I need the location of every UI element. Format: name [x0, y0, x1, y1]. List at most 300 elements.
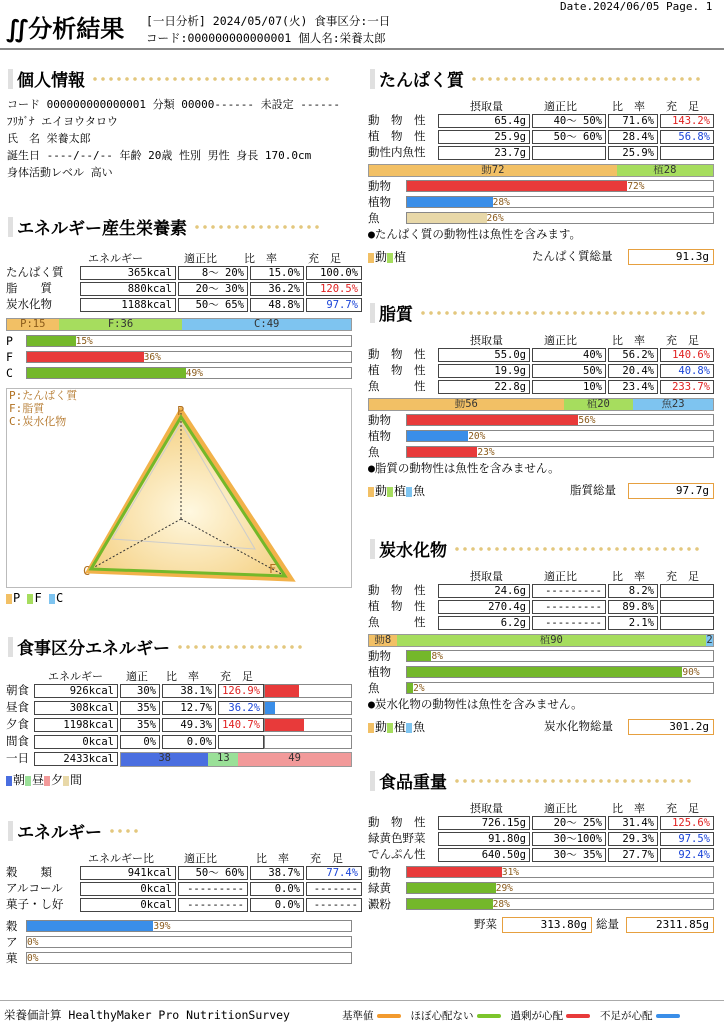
energy-ratio-stack	[6, 318, 352, 331]
bar-fill	[407, 181, 627, 191]
legend-swatch	[368, 487, 374, 497]
table-cell: 40～ 50%	[532, 114, 606, 128]
pfc-radar-chart	[6, 388, 352, 588]
radar-svg	[7, 389, 351, 587]
legend-swatch	[387, 253, 393, 263]
ratio-bar	[26, 351, 352, 363]
bar-fill	[407, 213, 487, 223]
column-header: 適正比	[184, 852, 217, 865]
table-cell: 24.6g	[438, 584, 530, 598]
meal-legend: 朝 昼 夕 間	[6, 773, 82, 787]
bar-fill	[407, 899, 493, 909]
bar-fill	[27, 336, 76, 346]
composition-stack	[368, 634, 714, 647]
energy-bar	[26, 952, 352, 964]
footer-app-name: 栄養価計算 HealthyMaker Pro NutritionSurvey	[4, 1008, 290, 1022]
table-cell	[532, 146, 606, 160]
row-label: 植 物 性	[368, 599, 426, 613]
legend-text: 植	[394, 720, 407, 734]
personal-activity-line: 身体活動レベル 高い	[7, 166, 113, 179]
legend-item	[342, 1008, 401, 1023]
print-date: Date.2024/06/05	[560, 0, 660, 13]
table-cell: 71.6%	[608, 114, 658, 128]
table-cell: 140.6%	[660, 348, 714, 362]
legend-swatch	[406, 487, 412, 497]
bar-fill	[407, 197, 493, 207]
column-header: 比 率	[612, 100, 645, 113]
bar-label: 動物	[368, 413, 391, 427]
composition-stack	[368, 164, 714, 177]
bar-percent: 72%	[627, 181, 645, 192]
row-label: 動性内魚性	[368, 145, 426, 159]
legend-swatch	[387, 723, 393, 733]
bar-percent: 49%	[185, 368, 203, 379]
column-header: 充 足	[666, 570, 699, 583]
bar-label: 魚	[368, 445, 380, 459]
table-cell: 55.0g	[438, 348, 530, 362]
table-cell: 50～ 65%	[178, 298, 248, 312]
legend-line	[377, 1014, 401, 1018]
table-cell: 35%	[120, 718, 160, 732]
row-label: 緑黄色野菜	[368, 831, 426, 845]
table-cell: 8.2%	[608, 584, 658, 598]
column-header: 充 足	[308, 252, 341, 265]
section-legend	[368, 250, 406, 264]
meal-bar	[264, 701, 352, 715]
legend-text: 動	[375, 720, 388, 734]
total-value: 97.7g	[628, 483, 714, 499]
column-header: 比 率	[166, 670, 199, 683]
analysis-date: 2024/05/07(火)	[212, 14, 308, 28]
pfc-legend: P F C	[6, 591, 63, 605]
composition-bar	[406, 196, 714, 208]
table-cell: 143.2%	[660, 114, 714, 128]
total-label: たんぱく質総量	[532, 249, 613, 263]
column-header: 摂取量	[470, 334, 503, 347]
legend-text: 動	[375, 250, 388, 264]
table-cell: 22.8g	[438, 380, 530, 394]
legend-swatch	[368, 253, 374, 263]
table-cell: 97.5%	[660, 832, 714, 846]
table-cell	[660, 146, 714, 160]
print-info	[560, 0, 712, 14]
table-cell: 25.9%	[608, 146, 658, 160]
table-cell	[218, 735, 264, 749]
bar-label: 魚	[368, 681, 380, 695]
column-header: 充 足	[666, 100, 699, 113]
legend-swatch	[368, 723, 374, 733]
table-cell: 36.2%	[218, 701, 264, 715]
legend-item	[411, 1008, 501, 1023]
bar-label: 動物	[368, 179, 391, 193]
bar-percent: 23%	[477, 447, 495, 458]
stack-segment: 動72	[369, 165, 617, 176]
total-label: 脂質総量	[570, 483, 616, 497]
column-header: 充 足	[666, 334, 699, 347]
table-cell: 65.4g	[438, 114, 530, 128]
row-label: 植 物 性	[368, 363, 426, 377]
bar-percent: 15%	[75, 336, 93, 347]
table-cell: 25.9g	[438, 130, 530, 144]
bar-percent: 28%	[492, 197, 510, 208]
legend-text: 基準値	[342, 1010, 374, 1022]
meal-bar	[264, 684, 352, 698]
section-note: ●脂質の動物性は魚性を含みません。	[368, 461, 560, 475]
table-cell: 35%	[120, 701, 160, 715]
stack-segment: 38	[121, 753, 208, 766]
energy-nutrients-title: エネルギー産生栄養素	[8, 214, 323, 239]
legend-text: ほぼ心配ない	[410, 1010, 474, 1022]
table-cell: 0kcal	[34, 735, 118, 749]
column-header: エネルギー	[88, 252, 143, 265]
table-cell: 2.1%	[608, 616, 658, 630]
table-cell: 10%	[532, 380, 606, 394]
column-header: 比 率	[256, 852, 289, 865]
table-cell: 19.9g	[438, 364, 530, 378]
column-header: 充 足	[666, 802, 699, 815]
bar-label: C	[6, 366, 13, 380]
table-cell: 6.2g	[438, 616, 530, 630]
table-cell: 12.7%	[162, 701, 216, 715]
legend-item	[600, 1008, 680, 1023]
energy-bar	[26, 920, 352, 932]
table-cell: 926kcal	[34, 684, 118, 698]
footer-legend	[342, 1008, 680, 1023]
food-weight-title: 食品重量	[370, 768, 693, 793]
meal-energy-title: 食事区分エネルギー	[8, 634, 306, 659]
table-cell: 0.0%	[250, 898, 304, 912]
table-cell: 31.4%	[608, 816, 658, 830]
ratio-bar	[26, 367, 352, 379]
radar-legend-c: C:炭水化物	[9, 415, 67, 428]
table-cell: -------	[306, 898, 362, 912]
meal-label: 食事区分:	[314, 14, 368, 28]
bar-percent: 0%	[27, 953, 39, 964]
composition-bar	[406, 446, 714, 458]
radar-axis-label-p: P	[177, 404, 185, 418]
table-cell: 100.0%	[306, 266, 362, 280]
table-cell: 56.8%	[660, 130, 714, 144]
table-cell: 20.4%	[608, 364, 658, 378]
table-cell: 270.4g	[438, 600, 530, 614]
row-label: 朝食	[6, 683, 29, 697]
personal-birth-line: 誕生日 ----/--/-- 年齢 20歳 性別 男性 身長 170.0cm	[7, 149, 312, 162]
personal-code-line: コード 000000000000001 分類 00000------ 未設定 ------	[7, 98, 341, 111]
table-cell: 0%	[120, 735, 160, 749]
header-rule	[0, 48, 724, 50]
bar-label: 植物	[368, 429, 391, 443]
code-value: 000000000000001	[187, 31, 292, 45]
table-cell: 38.7%	[250, 866, 304, 880]
table-cell: 2433kcal	[34, 752, 118, 766]
legend-text: 魚	[413, 720, 426, 734]
bar-percent: 39%	[153, 921, 171, 932]
table-cell: 28.4%	[608, 130, 658, 144]
row-label: アルコール	[6, 881, 63, 895]
bar-fill	[27, 368, 186, 378]
table-cell	[660, 600, 714, 614]
composition-bar	[406, 430, 714, 442]
legend-text: 魚	[413, 484, 426, 498]
row-label: 植 物 性	[368, 129, 426, 143]
table-cell: 726.15g	[438, 816, 530, 830]
row-label: 脂 質	[6, 281, 52, 295]
footer-rule	[0, 1000, 724, 1001]
table-cell: 30～ 35%	[532, 848, 606, 862]
table-cell: 880kcal	[80, 282, 176, 296]
table-cell: 233.7%	[660, 380, 714, 394]
report-title: ∬分析結果	[6, 15, 125, 43]
table-cell: 941kcal	[80, 866, 176, 880]
bar-percent: 26%	[486, 213, 504, 224]
table-cell: 126.9%	[218, 684, 264, 698]
legend-line	[566, 1014, 590, 1018]
composition-bar	[406, 180, 714, 192]
table-cell: 56.2%	[608, 348, 658, 362]
radar-reference	[89, 411, 291, 579]
column-header: 摂取量	[470, 802, 503, 815]
personal-name-line: 氏 名 栄養太郎	[7, 132, 91, 145]
table-cell: 92.4%	[660, 848, 714, 862]
table-cell: 120.5%	[306, 282, 362, 296]
bar-label: F	[6, 350, 13, 364]
composition-stack	[368, 398, 714, 411]
meal-value: 一日	[367, 14, 391, 28]
header-line2	[146, 31, 386, 45]
table-cell: 50%	[532, 364, 606, 378]
table-cell: ---------	[178, 882, 248, 896]
table-cell: 27.7%	[608, 848, 658, 862]
bar-percent: 56%	[578, 415, 596, 426]
table-cell: 23.7g	[438, 146, 530, 160]
table-cell	[660, 584, 714, 598]
row-label: 動 物 性	[368, 583, 426, 597]
table-cell: 89.8%	[608, 600, 658, 614]
table-cell: 23.4%	[608, 380, 658, 394]
composition-bar	[406, 212, 714, 224]
row-label: 穀 類	[6, 865, 52, 879]
bar-label: 動物	[368, 649, 391, 663]
row-label: 菓子・し好	[6, 897, 64, 911]
bar-fill	[407, 867, 502, 877]
bar-fill	[407, 651, 431, 661]
table-cell: 38.1%	[162, 684, 216, 698]
bar-fill	[265, 719, 304, 731]
column-header: 適正比	[544, 100, 577, 113]
ratio-bar	[26, 335, 352, 347]
composition-bar	[406, 882, 714, 894]
row-label: 昼食	[6, 700, 29, 714]
row-label: 魚 性	[368, 379, 426, 393]
table-cell: 36.2%	[250, 282, 304, 296]
table-cell: 640.50g	[438, 848, 530, 862]
column-header: 摂取量	[470, 570, 503, 583]
code-label: コード:	[146, 31, 188, 45]
table-cell: -------	[306, 882, 362, 896]
stack-segment: 植20	[564, 399, 633, 410]
column-header: 比 率	[612, 334, 645, 347]
legend-text: 植	[394, 250, 407, 264]
row-label: 夕食	[6, 717, 29, 731]
meal-bar	[264, 735, 352, 749]
stack-segment: 動8	[369, 635, 397, 646]
column-header: 適正比	[184, 252, 217, 265]
composition-bar	[406, 666, 714, 678]
row-label: 間食	[6, 734, 29, 748]
bar-percent: 31%	[501, 867, 520, 878]
row-label: 一日	[6, 751, 29, 765]
table-cell: 91.80g	[438, 832, 530, 846]
table-cell: ---------	[178, 898, 248, 912]
stack-segment: 2	[706, 635, 713, 646]
row-label: 動 物 性	[368, 113, 426, 127]
legend-text: 植	[394, 484, 407, 498]
legend-item	[511, 1008, 591, 1023]
legend-swatch	[387, 487, 393, 497]
section-note: ●炭水化物の動物性は魚性を含みません。	[368, 697, 583, 711]
composition-bar	[406, 866, 714, 878]
table-cell: 140.7%	[218, 718, 264, 732]
carb-title: 炭水化物	[370, 536, 703, 561]
row-label: 魚 性	[368, 615, 426, 629]
total-label: 炭水化物総量	[544, 719, 613, 733]
table-cell: 0kcal	[80, 898, 176, 912]
radar-axis-label-f: F	[269, 562, 277, 576]
column-header: エネルギー	[48, 670, 103, 683]
row-label: 動 物 性	[368, 815, 426, 829]
column-header: 適正比	[544, 570, 577, 583]
column-header: 充 足	[220, 670, 253, 683]
table-cell: 365kcal	[80, 266, 176, 280]
bar-percent: 90%	[682, 667, 700, 678]
bar-label: 穀	[6, 919, 18, 933]
section-note: ●たんぱく質の動物性は魚性を含みます。	[368, 227, 582, 241]
radar-legend-f: F:脂質	[9, 402, 45, 415]
table-cell: 77.4%	[306, 866, 362, 880]
table-cell: 0kcal	[80, 882, 176, 896]
stack-segment: 魚23	[633, 399, 713, 410]
legend-text: 動	[375, 484, 388, 498]
table-cell: 97.7%	[306, 298, 362, 312]
composition-bar	[406, 650, 714, 662]
table-cell	[660, 616, 714, 630]
stack-segment: 49	[238, 753, 351, 766]
vegetable-label: 野菜	[474, 917, 497, 931]
legend-text: 不足が心配	[600, 1010, 653, 1022]
bar-fill	[265, 702, 275, 714]
bar-fill	[27, 921, 153, 931]
row-label: 炭水化物	[6, 297, 52, 311]
row-label: でんぷん性	[368, 847, 426, 861]
stack-segment: 植28	[617, 165, 713, 176]
personal-section-title: 個人情報	[8, 66, 331, 91]
vegetable-value: 313.80g	[502, 917, 592, 933]
bar-percent: 28%	[492, 899, 510, 910]
composition-bar	[406, 898, 714, 910]
table-cell: 1188kcal	[80, 298, 176, 312]
header-line1	[146, 14, 390, 28]
bar-fill	[407, 667, 682, 677]
table-cell: 20～ 30%	[178, 282, 248, 296]
column-header: 充 足	[310, 852, 343, 865]
table-cell: 1198kcal	[34, 718, 118, 732]
table-cell: ---------	[532, 600, 606, 614]
stack-segment: P:15	[7, 319, 59, 330]
page-number: 1	[705, 0, 713, 13]
table-cell: 8～ 20%	[178, 266, 248, 280]
column-header: 適正	[126, 670, 148, 683]
table-cell: 0.0%	[162, 735, 216, 749]
legend-swatch	[406, 723, 412, 733]
row-label: 動 物 性	[368, 347, 426, 361]
column-header: 比 率	[244, 252, 277, 265]
column-header: 比 率	[612, 570, 645, 583]
bar-fill	[407, 883, 496, 893]
column-header: 適正比	[544, 802, 577, 815]
table-cell: 49.3%	[162, 718, 216, 732]
bar-label: 緑黄	[368, 881, 391, 895]
radar-axis-label-c: C	[83, 564, 91, 578]
table-cell: 40%	[532, 348, 606, 362]
table-cell: ---------	[532, 584, 606, 598]
table-cell: 50～ 60%	[532, 130, 606, 144]
section-legend	[368, 720, 425, 734]
table-cell: 50～ 60%	[178, 866, 248, 880]
energy-bar	[26, 936, 352, 948]
bar-label: 植物	[368, 665, 391, 679]
table-cell: 40.8%	[660, 364, 714, 378]
bar-percent: 36%	[143, 352, 161, 363]
table-cell: 125.6%	[660, 816, 714, 830]
composition-bar	[406, 414, 714, 426]
bar-fill	[407, 447, 477, 457]
stack-segment: C:49	[182, 319, 351, 330]
table-cell: ---------	[532, 616, 606, 630]
legend-line	[477, 1014, 501, 1018]
food-total-label: 総量	[596, 917, 619, 931]
stack-segment: 植90	[397, 635, 707, 646]
table-cell: 29.3%	[608, 832, 658, 846]
analysis-mode: [一日分析]	[146, 14, 206, 28]
table-cell: 20～ 25%	[532, 816, 606, 830]
table-cell: 308kcal	[34, 701, 118, 715]
bar-label: 菓	[6, 951, 18, 965]
meal-bar	[264, 718, 352, 732]
bar-label: ア	[6, 935, 18, 949]
protein-title: たんぱく質	[370, 66, 700, 91]
bar-fill	[265, 685, 299, 697]
bar-label: P	[6, 334, 13, 348]
stack-segment: 動56	[369, 399, 564, 410]
bar-fill	[407, 431, 468, 441]
legend-text: 過剰が心配	[510, 1010, 563, 1022]
name-value: 栄養太郎	[339, 31, 386, 45]
bar-fill	[27, 352, 144, 362]
section-legend	[368, 484, 425, 498]
composition-bar	[406, 682, 714, 694]
table-cell: 15.0%	[250, 266, 304, 280]
personal-kana-line: ﾌﾘｶﾞﾅ エイヨウタロウ	[7, 115, 119, 128]
page-label: Page.	[665, 0, 700, 13]
row-label: たんぱく質	[6, 265, 64, 279]
total-value: 91.3g	[628, 249, 714, 265]
food-total-value: 2311.85g	[626, 917, 714, 933]
table-cell: 30%	[120, 684, 160, 698]
stack-segment: F:36	[59, 319, 183, 330]
radar-legend-p: P:たんぱく質	[9, 389, 78, 402]
bar-percent: 0%	[27, 937, 39, 948]
table-cell: 48.8%	[250, 298, 304, 312]
